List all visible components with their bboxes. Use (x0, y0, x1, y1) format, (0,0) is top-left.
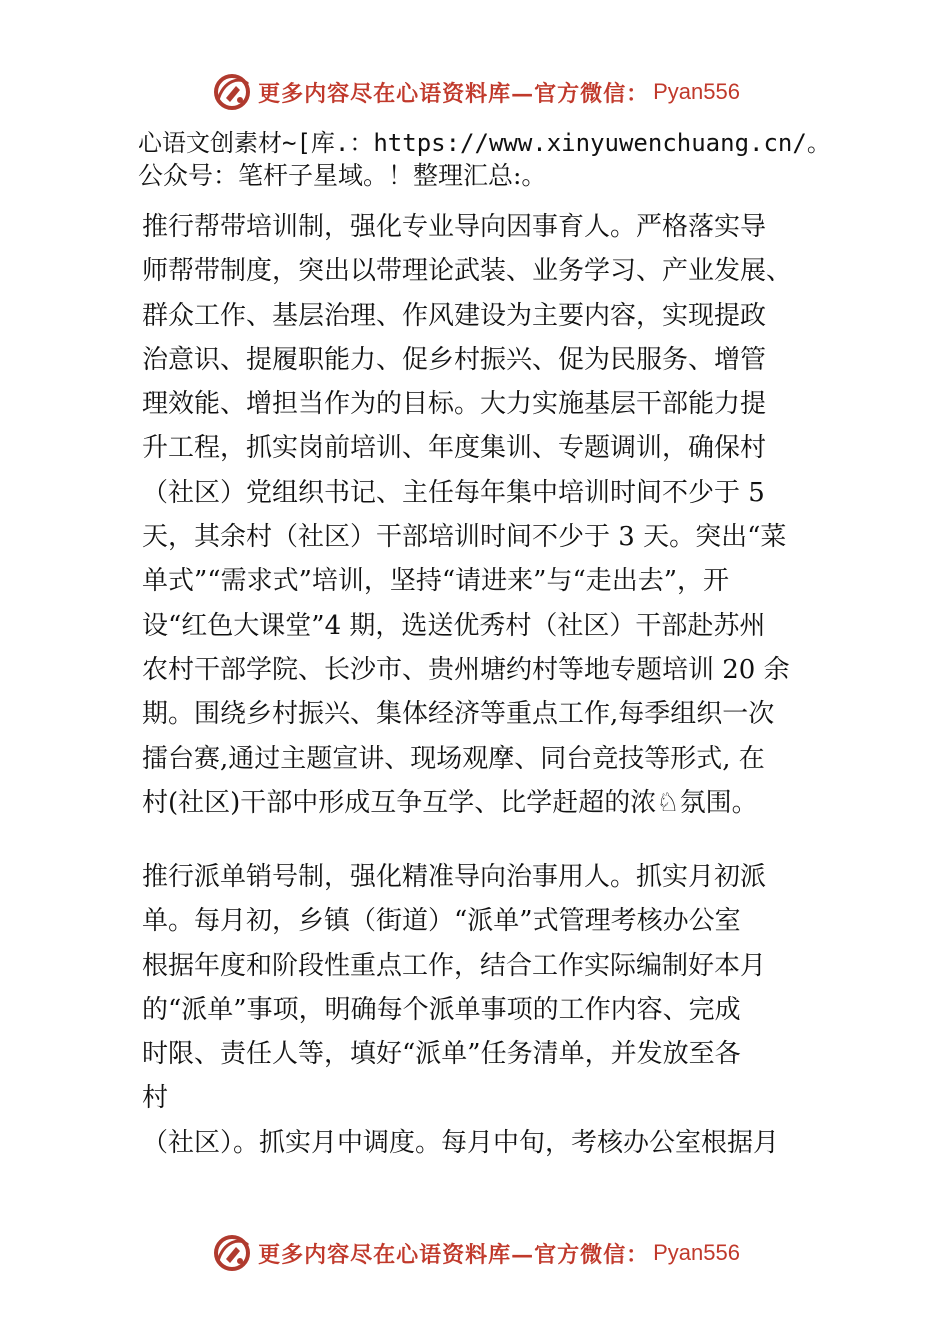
paragraph-line: 擂台赛,通过主题宣讲、现场观摩、同台竞技等形式, 在 (142, 743, 765, 774)
paragraph-training (142, 205, 842, 825)
paragraph-line: 师帮带制度，突出以带理论武装、业务学习、产业发展、 (142, 256, 793, 287)
paragraph-line: 农村干部学院、长沙市、贵州塘约村等地专题培训 20 余 (142, 654, 790, 685)
paragraph-line: 推行帮带培训制，强化专业导向因事育人。严格落实导 (142, 212, 767, 242)
paragraph-line: 群众工作、基层治理、作风建设为主要内容，实现提政 (142, 300, 767, 331)
header-banner (0, 70, 950, 114)
wechat-id: Pyan556 (653, 1240, 740, 1265)
paragraph-line: （社区）党组织书记、主任每年集中培训时间不少于 5 (142, 477, 765, 508)
banner-text: 更多内容尽在心语资料库—官方微信： (258, 1241, 650, 1268)
paragraph-line: 推行派单销号制，强化精准导向治事用人。抓实月初派 (142, 862, 767, 892)
paragraph-line: 单。每月初，乡镇（街道）“派单”式管理考核办公室 (142, 906, 741, 937)
paragraph-line: 期。围绕乡村振兴、集体经济等重点工作,每季组织一次 (142, 699, 775, 730)
ink-brush-logo-icon (210, 70, 254, 114)
footer-banner (0, 1231, 950, 1275)
paragraph-line: 设“红色大课堂”4 期，选送优秀村（社区）干部赴苏州 (142, 610, 766, 641)
source-url-line: 心语文创素材~[库.：https://www.xinyuwenchuang.cn/。 (138, 129, 831, 157)
paragraph-line: 根据年度和阶段性重点工作，结合工作实际编制好本月 (142, 950, 767, 981)
paragraph-line: 时限、责任人等，填好“派单”任务清单，并发放至各 (142, 1039, 741, 1070)
paragraph-line: 治意识、提履职能力、促乡村振兴、促为民服务、增管 (142, 344, 767, 375)
paragraph-line: 单式”“需求式”培训，坚持“请进来”与“走出去”，开 (142, 566, 730, 597)
paragraph-line: 天，其余村（社区）干部培训时间不少于 3 天。突出“菜 (142, 522, 787, 553)
paragraph-line: 的“派单”事项，明确每个派单事项的工作内容、完成 (142, 994, 741, 1025)
source-account-line: 公众号：笔杆子星域。！整理汇总:。 (138, 161, 547, 190)
paragraph-line: （社区）。抓实月中调度。每月中旬，考核办公室根据月 (142, 1127, 780, 1158)
banner-text: 更多内容尽在心语资料库—官方微信： (258, 80, 650, 107)
paragraph-line: 村 (142, 1083, 169, 1114)
ink-brush-logo-icon (210, 1231, 254, 1275)
wechat-id: Pyan556 (653, 79, 740, 104)
paragraph-line: 村(社区)干部中形成互争互学、比学赶超的浓♘氛围。 (142, 787, 758, 818)
paragraph-line: 理效能、增担当作为的目标。大力实施基层干部能力提 (142, 389, 767, 420)
paragraph-line: 升工程，抓实岗前培训、年度集训、专题调训，确保村 (142, 433, 767, 464)
paragraph-dispatch (142, 855, 842, 1165)
